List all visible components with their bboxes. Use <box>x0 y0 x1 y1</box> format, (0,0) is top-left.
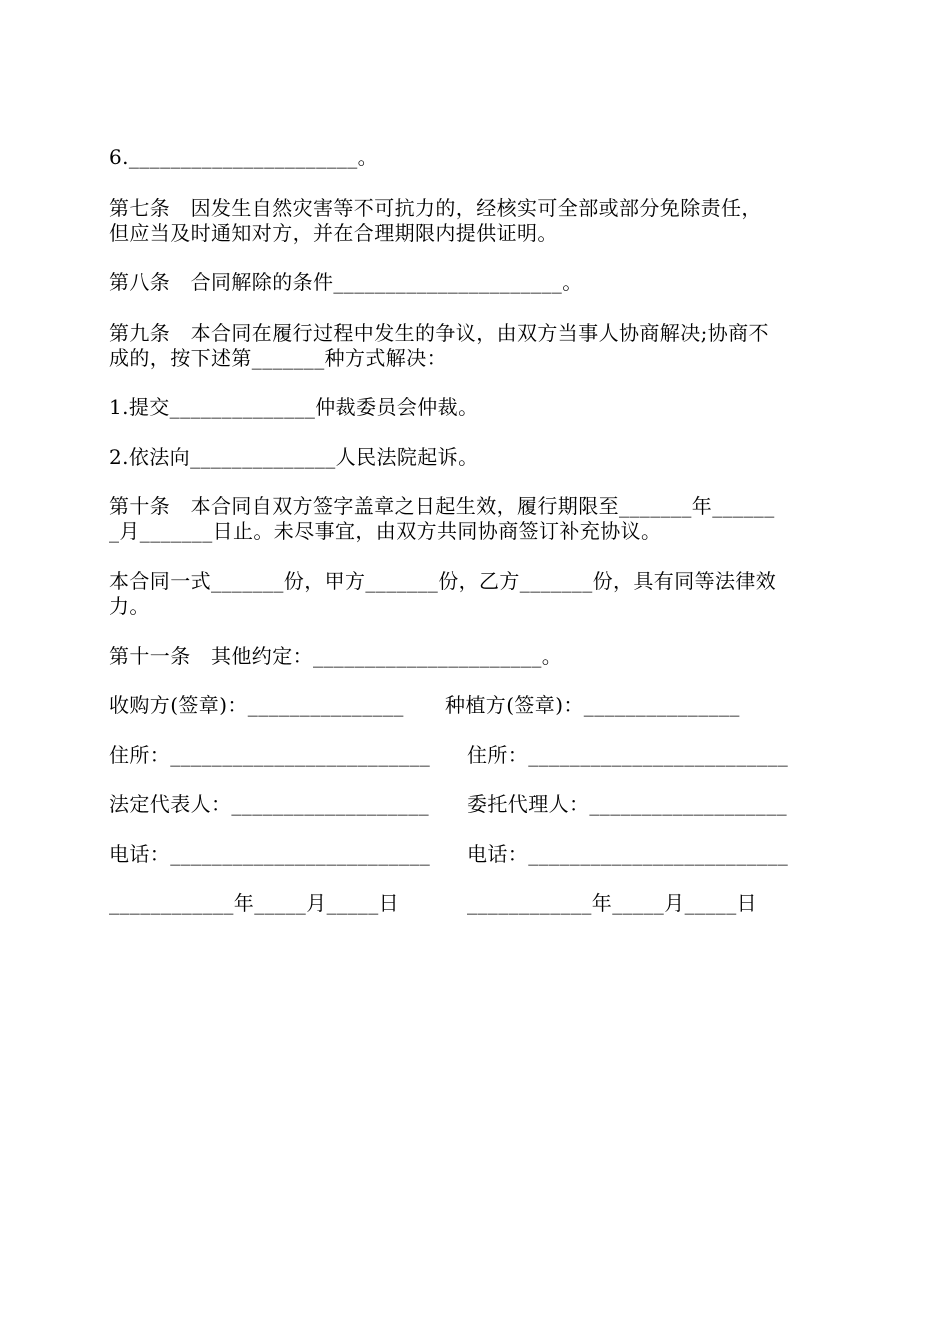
buyer-address: 住所：_________________________ <box>109 743 431 767</box>
dispute-option-1: 1.提交______________仲裁委员会仲裁。 <box>109 395 479 419</box>
buyer-signature: 收购方(签章)：_______________ <box>109 693 404 717</box>
article-11: 第十一条 其他约定：______________________。 <box>109 644 563 668</box>
legal-representative: 法定代表人：___________________ <box>109 792 429 816</box>
copies-line-1: 本合同一式_______份，甲方_______份，乙方_______份，具有同等法律效 <box>109 569 777 593</box>
dispute-option-2: 2.依法向______________人民法院起诉。 <box>109 445 479 469</box>
article-9-line-2: 成的，按下述第_______种方式解决： <box>109 346 447 370</box>
grower-date: ____________年_____月_____日 <box>467 891 757 915</box>
article-8: 第八条 合同解除的条件______________________。 <box>109 270 583 294</box>
article-10-line-2: _月_______日止。未尽事宜，由双方共同协商签订补充协议。 <box>109 519 662 543</box>
buyer-date: ____________年_____月_____日 <box>109 891 399 915</box>
item-6: 6.______________________。 <box>109 145 379 169</box>
grower-address: 住所：_________________________ <box>467 743 789 767</box>
copies-line-2: 力。 <box>109 594 150 618</box>
article-7-line-1: 第七条 因发生自然灾害等不可抗力的，经核实可全部或部分免除责任， <box>109 196 762 220</box>
article-9-line-1: 第九条 本合同在履行过程中发生的争议，由双方当事人协商解决;协商不 <box>109 321 769 345</box>
authorized-agent: 委托代理人：___________________ <box>467 792 787 816</box>
article-10-line-1: 第十条 本合同自双方签字盖章之日起生效，履行期限至_______年______ <box>109 494 775 518</box>
buyer-phone: 电话：_________________________ <box>109 842 431 866</box>
grower-phone: 电话：_________________________ <box>467 842 789 866</box>
grower-signature: 种植方(签章)：_______________ <box>445 693 740 717</box>
article-7-line-2: 但应当及时通知对方，并在合理期限内提供证明。 <box>109 221 558 245</box>
